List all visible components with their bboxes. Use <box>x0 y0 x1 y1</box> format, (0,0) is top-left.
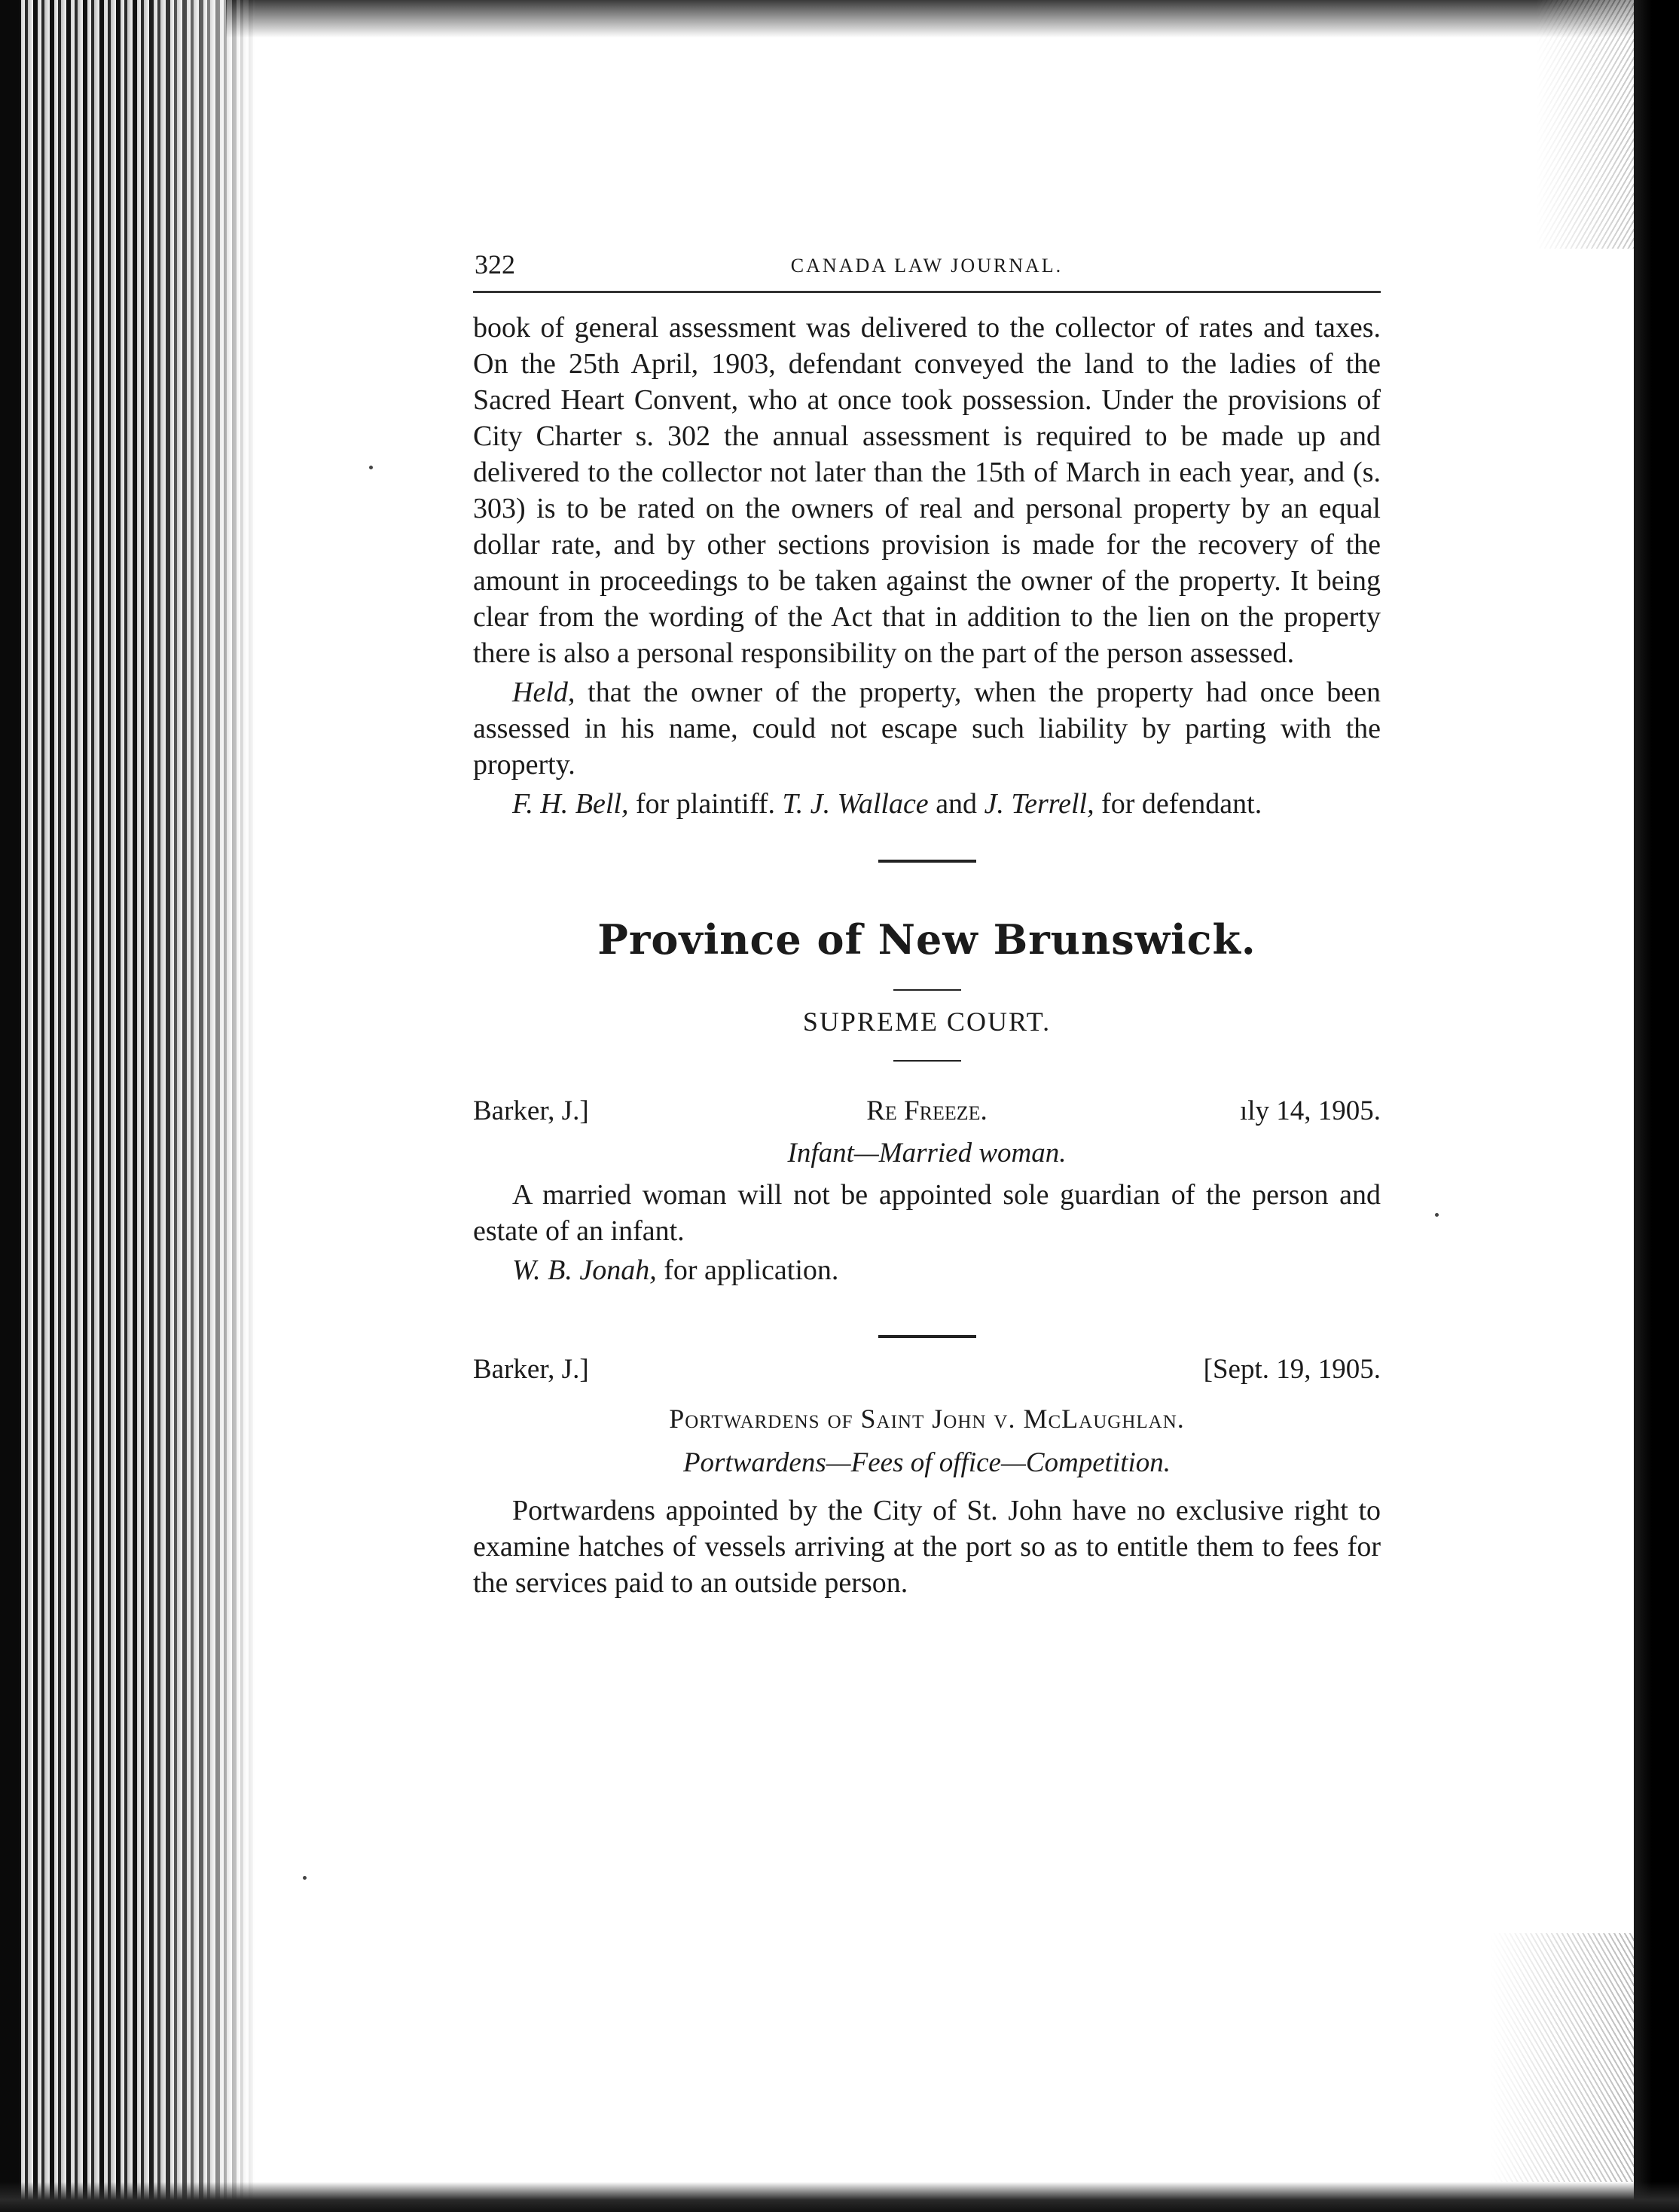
scan-right-noise-top <box>1536 0 1634 249</box>
case2-subject: Infant—Married woman. <box>787 1138 1067 1169</box>
running-head <box>473 249 1381 293</box>
case3-heading <box>473 1353 1381 1391</box>
scan-bottom-edge <box>0 2182 1679 2212</box>
scan-right-edge <box>1634 0 1679 2212</box>
case3-subject: Portwardens—Fees of office—Competition. <box>682 1447 1171 1478</box>
court-heading: SUPREME COURT. <box>802 1007 1052 1037</box>
case2-counsel <box>473 1252 1381 1288</box>
case2-counsel-role: for application. <box>656 1254 839 1286</box>
scan-speck <box>303 1876 307 1880</box>
scan-top-shadow <box>226 0 1635 38</box>
scan-speck <box>369 466 373 469</box>
case3-date: [Sept. 19, 1905. <box>1203 1354 1381 1385</box>
case2-counsel-name: W. B. Jonah, <box>512 1254 657 1286</box>
case-rule <box>878 1335 976 1338</box>
province-heading: Province of New Brunswick. <box>597 915 1256 964</box>
counsel-defendant-1: T. J. Wallace <box>782 788 929 820</box>
case2-date: ıly 14, 1905. <box>1239 1095 1381 1126</box>
case2-title: Re Freeze. <box>866 1095 988 1126</box>
case3-judge: Barker, J.] <box>473 1354 589 1385</box>
case1-counsel <box>473 786 1381 822</box>
scan-speck <box>1435 1213 1439 1217</box>
case2-headnote: A married woman will not be appointed sole guardian of the person and estate of an infant. <box>473 1179 1381 1247</box>
held-label: Held, <box>512 677 575 708</box>
case1-held <box>473 674 1381 783</box>
heading-rule <box>893 989 961 991</box>
counsel-plaintiff-role: for plaintiff. <box>628 788 783 820</box>
case3-headnote: Portwardens appointed by the City of St. John have no exclusive right to examine hatches of vessels arriving at the port so as to entitle them to fees for the services paid to an outside person. <box>473 1495 1381 1599</box>
counsel-defendant-2: J. Terrell, <box>984 788 1094 820</box>
book-binding-shadow <box>0 0 256 2212</box>
journal-title: CANADA LAW JOURNAL. <box>790 255 1064 276</box>
held-text: that the owner of the property, when the property had once been assessed in his name, could not escape such liability by parting with the property. <box>473 677 1381 781</box>
case2-judge: Barker, J.] <box>473 1095 589 1126</box>
page-number: 322 <box>475 249 515 280</box>
binding-edge <box>0 0 20 2212</box>
page-content <box>473 249 1381 1601</box>
court-rule <box>893 1060 961 1062</box>
scan-right-noise-bottom <box>1491 1933 1634 2182</box>
counsel-and: and <box>928 788 985 820</box>
case2-heading <box>473 1095 1381 1132</box>
case3-title: Portwardens of Saint John v. McLaughlan. <box>669 1404 1185 1434</box>
case1-body: book of general assessment was delivered to the collector of rates and taxes. On the 25th April, 1903, defendant conveyed the land to the ladies of the Sacred Heart Convent, who at once took possession. Under the provisions of City Charter s. 302 the annual assessment is required to be made up and delivered to the collector not later than the 15th of March in each year, and (s. 303) is to be rated on the owners of real and personal property by an equal dollar rate, and by other sections provision is made for the recovery of the amount in proceedings to be taken against the owner of the property. It being clear from the wording of the Act that in addition to the lien on the property there is also a personal responsibility on the part of the person assessed. <box>473 312 1381 669</box>
counsel-plaintiff: F. H. Bell, <box>512 788 629 820</box>
section-rule <box>878 860 976 863</box>
counsel-defendant-role: for defendant. <box>1094 788 1262 820</box>
